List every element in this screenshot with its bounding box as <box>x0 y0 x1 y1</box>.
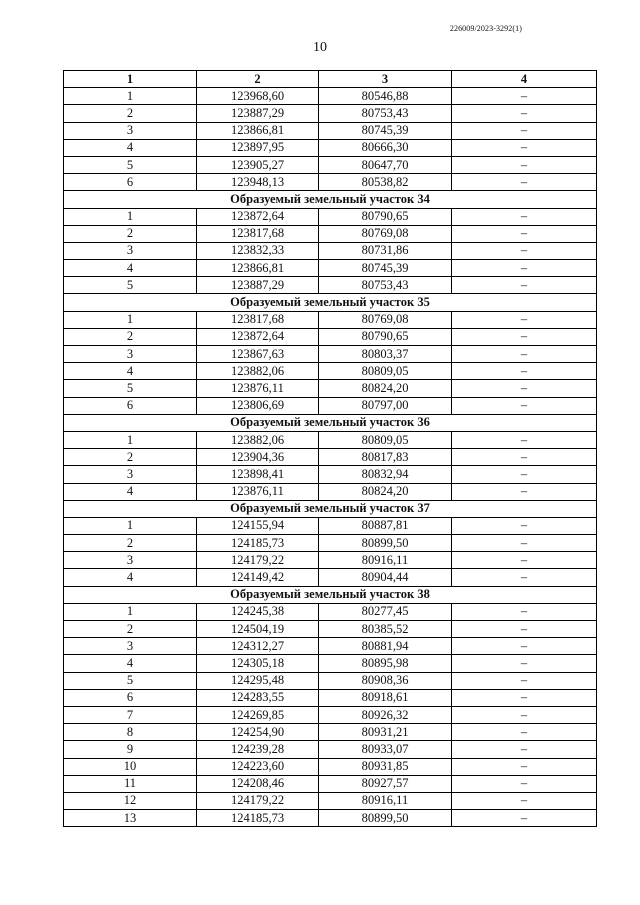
x-coordinate-cell: 123887,29 <box>197 105 319 122</box>
note-cell: – <box>452 517 597 534</box>
section-title-row <box>64 191 597 208</box>
y-coordinate-cell: 80769,08 <box>319 311 452 328</box>
x-coordinate-cell: 123866,81 <box>197 260 319 277</box>
table-row <box>64 621 597 638</box>
table-body <box>64 88 597 827</box>
y-coordinate-cell: 80916,11 <box>319 792 452 809</box>
table-row <box>64 552 597 569</box>
x-coordinate-cell: 124185,73 <box>197 535 319 552</box>
table-row <box>64 311 597 328</box>
x-coordinate-cell: 123968,60 <box>197 88 319 105</box>
note-cell: – <box>452 380 597 397</box>
y-coordinate-cell: 80927,57 <box>319 775 452 792</box>
point-number-cell: 4 <box>64 363 197 380</box>
column-header-y: 3 <box>319 71 452 88</box>
point-number-cell: 7 <box>64 706 197 723</box>
note-cell: – <box>452 88 597 105</box>
note-cell: – <box>452 260 597 277</box>
note-cell: – <box>452 431 597 448</box>
point-number-cell: 13 <box>64 810 197 827</box>
x-coordinate-cell: 124223,60 <box>197 758 319 775</box>
x-coordinate-cell: 123872,64 <box>197 208 319 225</box>
note-cell: – <box>452 638 597 655</box>
x-coordinate-cell: 123897,95 <box>197 139 319 156</box>
note-cell: – <box>452 689 597 706</box>
table-row <box>64 105 597 122</box>
point-number-cell: 4 <box>64 569 197 586</box>
x-coordinate-cell: 123872,64 <box>197 328 319 345</box>
table-row <box>64 706 597 723</box>
table-row <box>64 242 597 259</box>
note-cell: – <box>452 363 597 380</box>
coordinates-table <box>63 70 597 827</box>
x-coordinate-cell: 123817,68 <box>197 225 319 242</box>
document-number: 226009/2023-3292(1) <box>449 24 522 33</box>
note-cell: – <box>452 655 597 672</box>
note-cell: – <box>452 346 597 363</box>
y-coordinate-cell: 80277,45 <box>319 603 452 620</box>
y-coordinate-cell: 80931,85 <box>319 758 452 775</box>
x-coordinate-cell: 124179,22 <box>197 552 319 569</box>
y-coordinate-cell: 80904,44 <box>319 569 452 586</box>
note-cell: – <box>452 311 597 328</box>
x-coordinate-cell: 124305,18 <box>197 655 319 672</box>
x-coordinate-cell: 123817,68 <box>197 311 319 328</box>
point-number-cell: 5 <box>64 156 197 173</box>
x-coordinate-cell: 123887,29 <box>197 277 319 294</box>
y-coordinate-cell: 80895,98 <box>319 655 452 672</box>
table-row <box>64 724 597 741</box>
point-number-cell: 3 <box>64 122 197 139</box>
note-cell: – <box>452 569 597 586</box>
section-title: Образуемый земельный участок 34 <box>64 191 597 208</box>
point-number-cell: 1 <box>64 208 197 225</box>
table-row <box>64 397 597 414</box>
note-cell: – <box>452 621 597 638</box>
x-coordinate-cell: 123866,81 <box>197 122 319 139</box>
note-cell: – <box>452 466 597 483</box>
section-title-row <box>64 500 597 517</box>
x-coordinate-cell: 124245,38 <box>197 603 319 620</box>
x-coordinate-cell: 123898,41 <box>197 466 319 483</box>
y-coordinate-cell: 80745,39 <box>319 260 452 277</box>
x-coordinate-cell: 124155,94 <box>197 517 319 534</box>
note-cell: – <box>452 810 597 827</box>
y-coordinate-cell: 80916,11 <box>319 552 452 569</box>
point-number-cell: 1 <box>64 603 197 620</box>
note-cell: – <box>452 483 597 500</box>
section-title: Образуемый земельный участок 38 <box>64 586 597 603</box>
x-coordinate-cell: 124295,48 <box>197 672 319 689</box>
x-coordinate-cell: 124283,55 <box>197 689 319 706</box>
point-number-cell: 4 <box>64 139 197 156</box>
point-number-cell: 5 <box>64 380 197 397</box>
point-number-cell: 1 <box>64 431 197 448</box>
point-number-cell: 12 <box>64 792 197 809</box>
point-number-cell: 4 <box>64 483 197 500</box>
note-cell: – <box>452 139 597 156</box>
point-number-cell: 6 <box>64 174 197 191</box>
column-header-x: 2 <box>197 71 319 88</box>
y-coordinate-cell: 80546,88 <box>319 88 452 105</box>
table-row <box>64 277 597 294</box>
x-coordinate-cell: 123867,63 <box>197 346 319 363</box>
y-coordinate-cell: 80538,82 <box>319 174 452 191</box>
point-number-cell: 3 <box>64 552 197 569</box>
x-coordinate-cell: 123882,06 <box>197 363 319 380</box>
point-number-cell: 3 <box>64 466 197 483</box>
y-coordinate-cell: 80803,37 <box>319 346 452 363</box>
x-coordinate-cell: 123905,27 <box>197 156 319 173</box>
note-cell: – <box>452 672 597 689</box>
table-row <box>64 517 597 534</box>
point-number-cell: 5 <box>64 277 197 294</box>
x-coordinate-cell: 124179,22 <box>197 792 319 809</box>
point-number-cell: 1 <box>64 311 197 328</box>
point-number-cell: 1 <box>64 517 197 534</box>
x-coordinate-cell: 123882,06 <box>197 431 319 448</box>
section-title-row <box>64 414 597 431</box>
point-number-cell: 2 <box>64 105 197 122</box>
point-number-cell: 9 <box>64 741 197 758</box>
x-coordinate-cell: 123876,11 <box>197 483 319 500</box>
point-number-cell: 3 <box>64 242 197 259</box>
y-coordinate-cell: 80933,07 <box>319 741 452 758</box>
table-row <box>64 603 597 620</box>
y-coordinate-cell: 80647,70 <box>319 156 452 173</box>
point-number-cell: 10 <box>64 758 197 775</box>
point-number-cell: 2 <box>64 449 197 466</box>
section-title-row <box>64 294 597 311</box>
y-coordinate-cell: 80797,00 <box>319 397 452 414</box>
note-cell: – <box>452 277 597 294</box>
table-row <box>64 122 597 139</box>
note-cell: – <box>452 225 597 242</box>
table-row <box>64 775 597 792</box>
note-cell: – <box>452 105 597 122</box>
note-cell: – <box>452 449 597 466</box>
point-number-cell: 8 <box>64 724 197 741</box>
note-cell: – <box>452 208 597 225</box>
y-coordinate-cell: 80824,20 <box>319 483 452 500</box>
y-coordinate-cell: 80769,08 <box>319 225 452 242</box>
y-coordinate-cell: 80666,30 <box>319 139 452 156</box>
table-row <box>64 449 597 466</box>
table-row <box>64 535 597 552</box>
x-coordinate-cell: 124185,73 <box>197 810 319 827</box>
y-coordinate-cell: 80753,43 <box>319 105 452 122</box>
table-header-row <box>64 71 597 88</box>
section-title-row <box>64 586 597 603</box>
table-row <box>64 569 597 586</box>
y-coordinate-cell: 80887,81 <box>319 517 452 534</box>
note-cell: – <box>452 328 597 345</box>
point-number-cell: 3 <box>64 638 197 655</box>
table-row <box>64 810 597 827</box>
y-coordinate-cell: 80899,50 <box>319 535 452 552</box>
table-row <box>64 741 597 758</box>
y-coordinate-cell: 80832,94 <box>319 466 452 483</box>
table-row <box>64 174 597 191</box>
point-number-cell: 2 <box>64 535 197 552</box>
y-coordinate-cell: 80817,83 <box>319 449 452 466</box>
x-coordinate-cell: 123832,33 <box>197 242 319 259</box>
y-coordinate-cell: 80881,94 <box>319 638 452 655</box>
section-title: Образуемый земельный участок 35 <box>64 294 597 311</box>
table-row <box>64 139 597 156</box>
y-coordinate-cell: 80824,20 <box>319 380 452 397</box>
table-row <box>64 758 597 775</box>
table-row <box>64 483 597 500</box>
x-coordinate-cell: 124269,85 <box>197 706 319 723</box>
section-title: Образуемый земельный участок 36 <box>64 414 597 431</box>
point-number-cell: 1 <box>64 88 197 105</box>
note-cell: – <box>452 552 597 569</box>
table-row <box>64 380 597 397</box>
section-title: Образуемый земельный участок 37 <box>64 500 597 517</box>
table-row <box>64 208 597 225</box>
y-coordinate-cell: 80753,43 <box>319 277 452 294</box>
note-cell: – <box>452 706 597 723</box>
x-coordinate-cell: 123876,11 <box>197 380 319 397</box>
note-cell: – <box>452 156 597 173</box>
note-cell: – <box>452 122 597 139</box>
table-row <box>64 638 597 655</box>
x-coordinate-cell: 124504,19 <box>197 621 319 638</box>
point-number-cell: 2 <box>64 621 197 638</box>
note-cell: – <box>452 603 597 620</box>
x-coordinate-cell: 124239,28 <box>197 741 319 758</box>
y-coordinate-cell: 80385,52 <box>319 621 452 638</box>
y-coordinate-cell: 80899,50 <box>319 810 452 827</box>
point-number-cell: 2 <box>64 225 197 242</box>
table-row <box>64 156 597 173</box>
note-cell: – <box>452 775 597 792</box>
column-header-note: 4 <box>452 71 597 88</box>
x-coordinate-cell: 124254,90 <box>197 724 319 741</box>
y-coordinate-cell: 80809,05 <box>319 363 452 380</box>
table-row <box>64 431 597 448</box>
page-number: 10 <box>313 40 327 55</box>
point-number-cell: 2 <box>64 328 197 345</box>
x-coordinate-cell: 123806,69 <box>197 397 319 414</box>
x-coordinate-cell: 124149,42 <box>197 569 319 586</box>
y-coordinate-cell: 80931,21 <box>319 724 452 741</box>
note-cell: – <box>452 758 597 775</box>
table-row <box>64 466 597 483</box>
point-number-cell: 11 <box>64 775 197 792</box>
note-cell: – <box>452 792 597 809</box>
point-number-cell: 4 <box>64 260 197 277</box>
table-row <box>64 88 597 105</box>
point-number-cell: 6 <box>64 397 197 414</box>
y-coordinate-cell: 80908,36 <box>319 672 452 689</box>
x-coordinate-cell: 123904,36 <box>197 449 319 466</box>
point-number-cell: 5 <box>64 672 197 689</box>
note-cell: – <box>452 397 597 414</box>
x-coordinate-cell: 123948,13 <box>197 174 319 191</box>
table-row <box>64 655 597 672</box>
table-row <box>64 225 597 242</box>
y-coordinate-cell: 80918,61 <box>319 689 452 706</box>
note-cell: – <box>452 724 597 741</box>
x-coordinate-cell: 124312,27 <box>197 638 319 655</box>
table-row <box>64 363 597 380</box>
y-coordinate-cell: 80790,65 <box>319 208 452 225</box>
point-number-cell: 4 <box>64 655 197 672</box>
note-cell: – <box>452 741 597 758</box>
table-row <box>64 689 597 706</box>
note-cell: – <box>452 242 597 259</box>
y-coordinate-cell: 80731,86 <box>319 242 452 259</box>
table-row <box>64 346 597 363</box>
note-cell: – <box>452 174 597 191</box>
column-header-point: 1 <box>64 71 197 88</box>
table-row <box>64 328 597 345</box>
x-coordinate-cell: 124208,46 <box>197 775 319 792</box>
point-number-cell: 6 <box>64 689 197 706</box>
table-row <box>64 672 597 689</box>
y-coordinate-cell: 80809,05 <box>319 431 452 448</box>
note-cell: – <box>452 535 597 552</box>
table-row <box>64 260 597 277</box>
y-coordinate-cell: 80926,32 <box>319 706 452 723</box>
y-coordinate-cell: 80745,39 <box>319 122 452 139</box>
y-coordinate-cell: 80790,65 <box>319 328 452 345</box>
point-number-cell: 3 <box>64 346 197 363</box>
table-row <box>64 792 597 809</box>
